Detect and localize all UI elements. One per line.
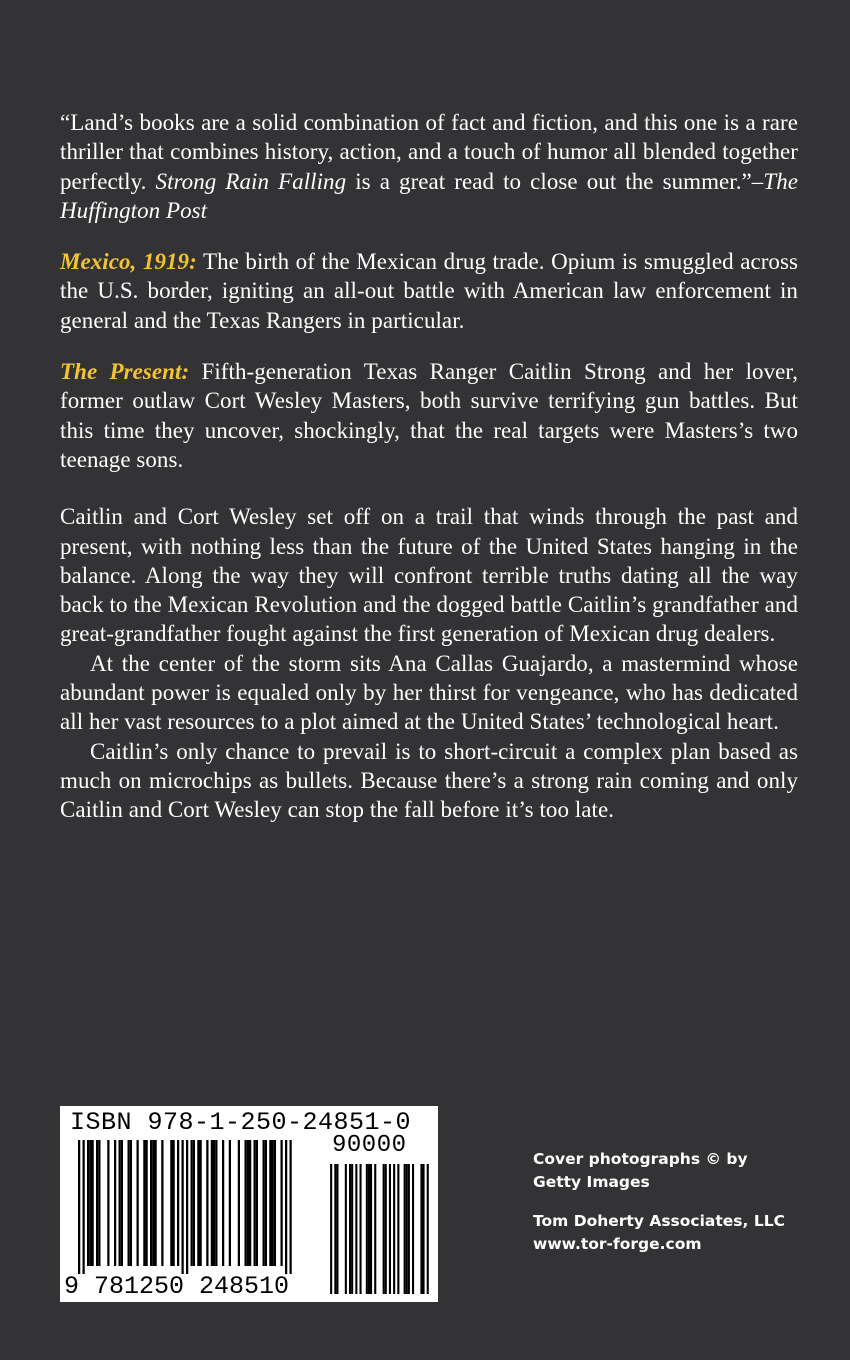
present-text: Fifth-generation Texas Ranger Caitlin Strong and her lover, former outlaw Cort Wesley Masters, both survive terrifying gun battles. But this time they uncover, shockingly, that the real targets were Masters’s two teenage sons. bbox=[60, 359, 798, 472]
mexico-lead: Mexico, 1919: bbox=[60, 249, 197, 275]
credits bbox=[533, 1148, 785, 1256]
photo-credit-line-2: Getty Images bbox=[533, 1173, 650, 1191]
back-cover-copy bbox=[60, 108, 798, 825]
mexico-text: The birth of the Mexican drug trade. Opium is smuggled across the U.S. border, igniting an all-out battle with American law enforcement in general and the Texas Rangers in particular. bbox=[60, 249, 798, 333]
present-lead: The Present: bbox=[60, 359, 190, 385]
review-quote bbox=[60, 108, 798, 225]
quote-book-title: Strong Rain Falling bbox=[155, 168, 347, 194]
publisher-name: Tom Doherty Associates, LLC bbox=[533, 1212, 785, 1230]
photo-credit-line-1: Cover photographs © by bbox=[533, 1150, 748, 1168]
present-paragraph bbox=[60, 357, 798, 474]
synopsis-paragraph-3: Caitlin’s only chance to prevail is to short-circuit a complex plan based as much on microchips as bullets. Because there’s a strong rain coming and only Caitlin and Cort Wesley can stop the fall before it’s too late. bbox=[60, 738, 798, 823]
quote-text: “Land’s books are a solid combination of fact and fiction, and this one is a rare thriller that combines history, action, and a touch of humor all blended together perfectly. bbox=[60, 110, 798, 194]
isbn-barcode bbox=[60, 1106, 438, 1302]
publisher-website: www.tor-forge.com bbox=[533, 1235, 702, 1253]
synopsis-paragraph-2: At the center of the storm sits Ana Callas Guajardo, a mastermind whose abundant power is equaled only by her thirst for vengeance, who has dedicated all her vast resources to a plot aimed at the United States’ technological heart. bbox=[60, 650, 798, 735]
price-code: 90000 bbox=[332, 1132, 407, 1159]
quote-rest: is a great read to close out the summer.”– bbox=[346, 168, 764, 194]
synopsis-paragraph-1: Caitlin and Cort Wesley set off on a trail that winds through the past and present, with nothing less than the future of the United States hanging in the balance. Along the way they will confront terrible truths dating all the way back to the Mexican Revolution and the dogged battle Caitlin’s grandfather and great-grandfather fought against the first generation of Mexican drug dealers. bbox=[60, 504, 798, 647]
quote-source: The Huffington Post bbox=[60, 168, 799, 223]
isbn-label: ISBN 978-1-250-24851-0 bbox=[70, 1108, 412, 1137]
ean-digits: 9 781250 248510 bbox=[64, 1272, 290, 1301]
mexico-paragraph bbox=[60, 247, 798, 335]
